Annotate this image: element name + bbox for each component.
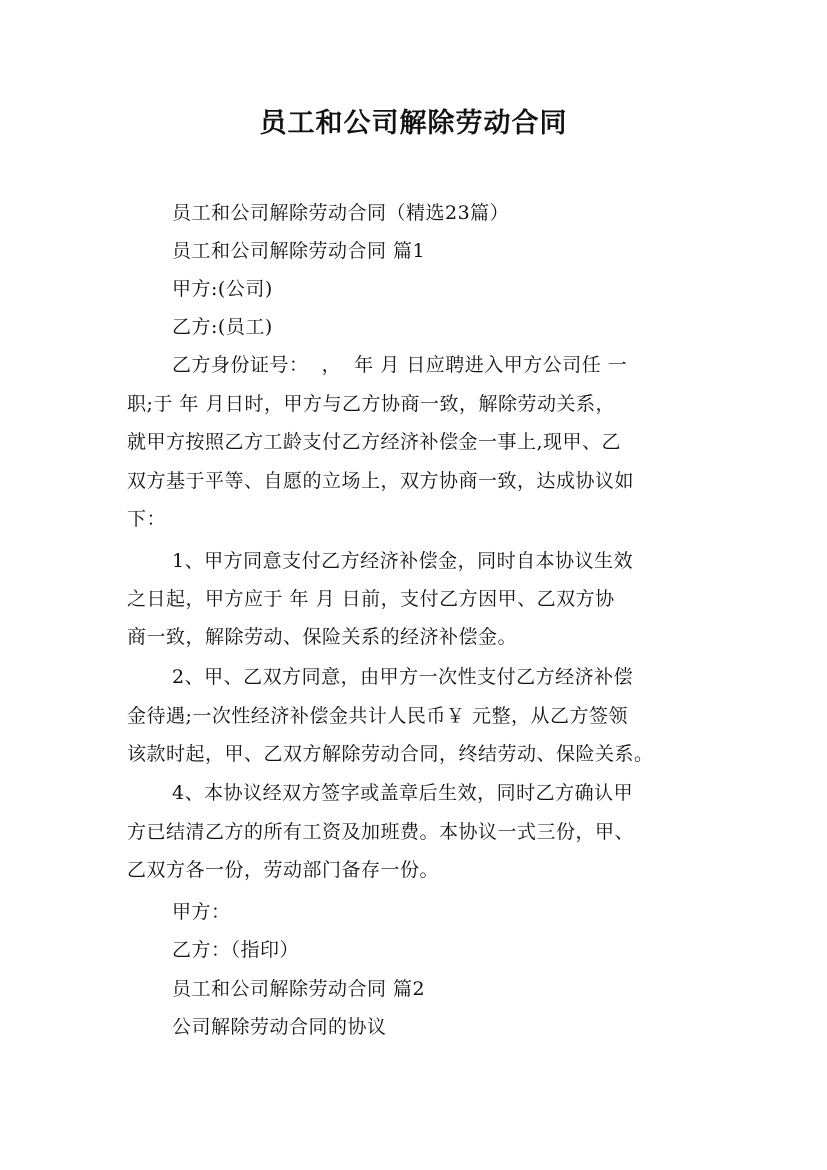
text-line: 该款时起，甲、乙双方解除劳动合同，终结劳动、保险关系。 xyxy=(127,743,654,765)
text-line: 乙双方各一份，劳动部门备存一份。 xyxy=(127,859,440,881)
text-line: 4、本协议经双方签字或盖章后生效，同时乙方确认甲 xyxy=(172,782,634,804)
text-line: 下： xyxy=(127,508,167,530)
text-line: 之日起，甲方应于 年 月 日前，支付乙方因甲、乙双方协 xyxy=(127,588,615,610)
text-line: 商一致，解除劳动、保险关系的经济补偿金。 xyxy=(127,626,518,648)
text-line: 公司解除劳动合同的协议 xyxy=(172,1016,387,1038)
text-line: 乙方：（指印） xyxy=(172,939,300,961)
text-line: 就甲方按照乙方工龄支付乙方经济补偿金一事上,现甲、乙 xyxy=(127,431,622,453)
text-line: 员工和公司解除劳动合同 篇2 xyxy=(172,978,426,1000)
text-line: 职;于 年 月日时，甲方与乙方协商一致，解除劳动关系， xyxy=(127,393,615,415)
text-line: 2、甲、乙双方同意，由甲方一次性支付乙方经济补偿 xyxy=(172,666,634,688)
document-title: 员工和公司解除劳动合同 xyxy=(259,108,568,139)
text-line: 双方基于平等、自愿的立场上，双方协商一致，达成协议如 xyxy=(127,470,635,492)
text-line: 员工和公司解除劳动合同（精选23篇） xyxy=(172,202,510,224)
text-line: 甲方:(公司) xyxy=(172,278,273,300)
text-line: 乙方:(员工) xyxy=(172,316,273,338)
text-line: 员工和公司解除劳动合同 篇1 xyxy=(172,240,426,262)
text-line: 甲方： xyxy=(172,901,231,923)
text-line: 金待遇;一次性经济补偿金共计人民币￥ 元整，从乙方签领 xyxy=(127,705,628,727)
text-line: 方已结清乙方的所有工资及加班费。本协议一式三份，甲、 xyxy=(127,821,635,843)
text-line: 1、甲方同意支付乙方经济补偿金，同时自本协议生效 xyxy=(172,550,634,572)
text-line: 乙方身份证号： ， 年 月 日应聘进入甲方公司任 一 xyxy=(172,354,628,376)
